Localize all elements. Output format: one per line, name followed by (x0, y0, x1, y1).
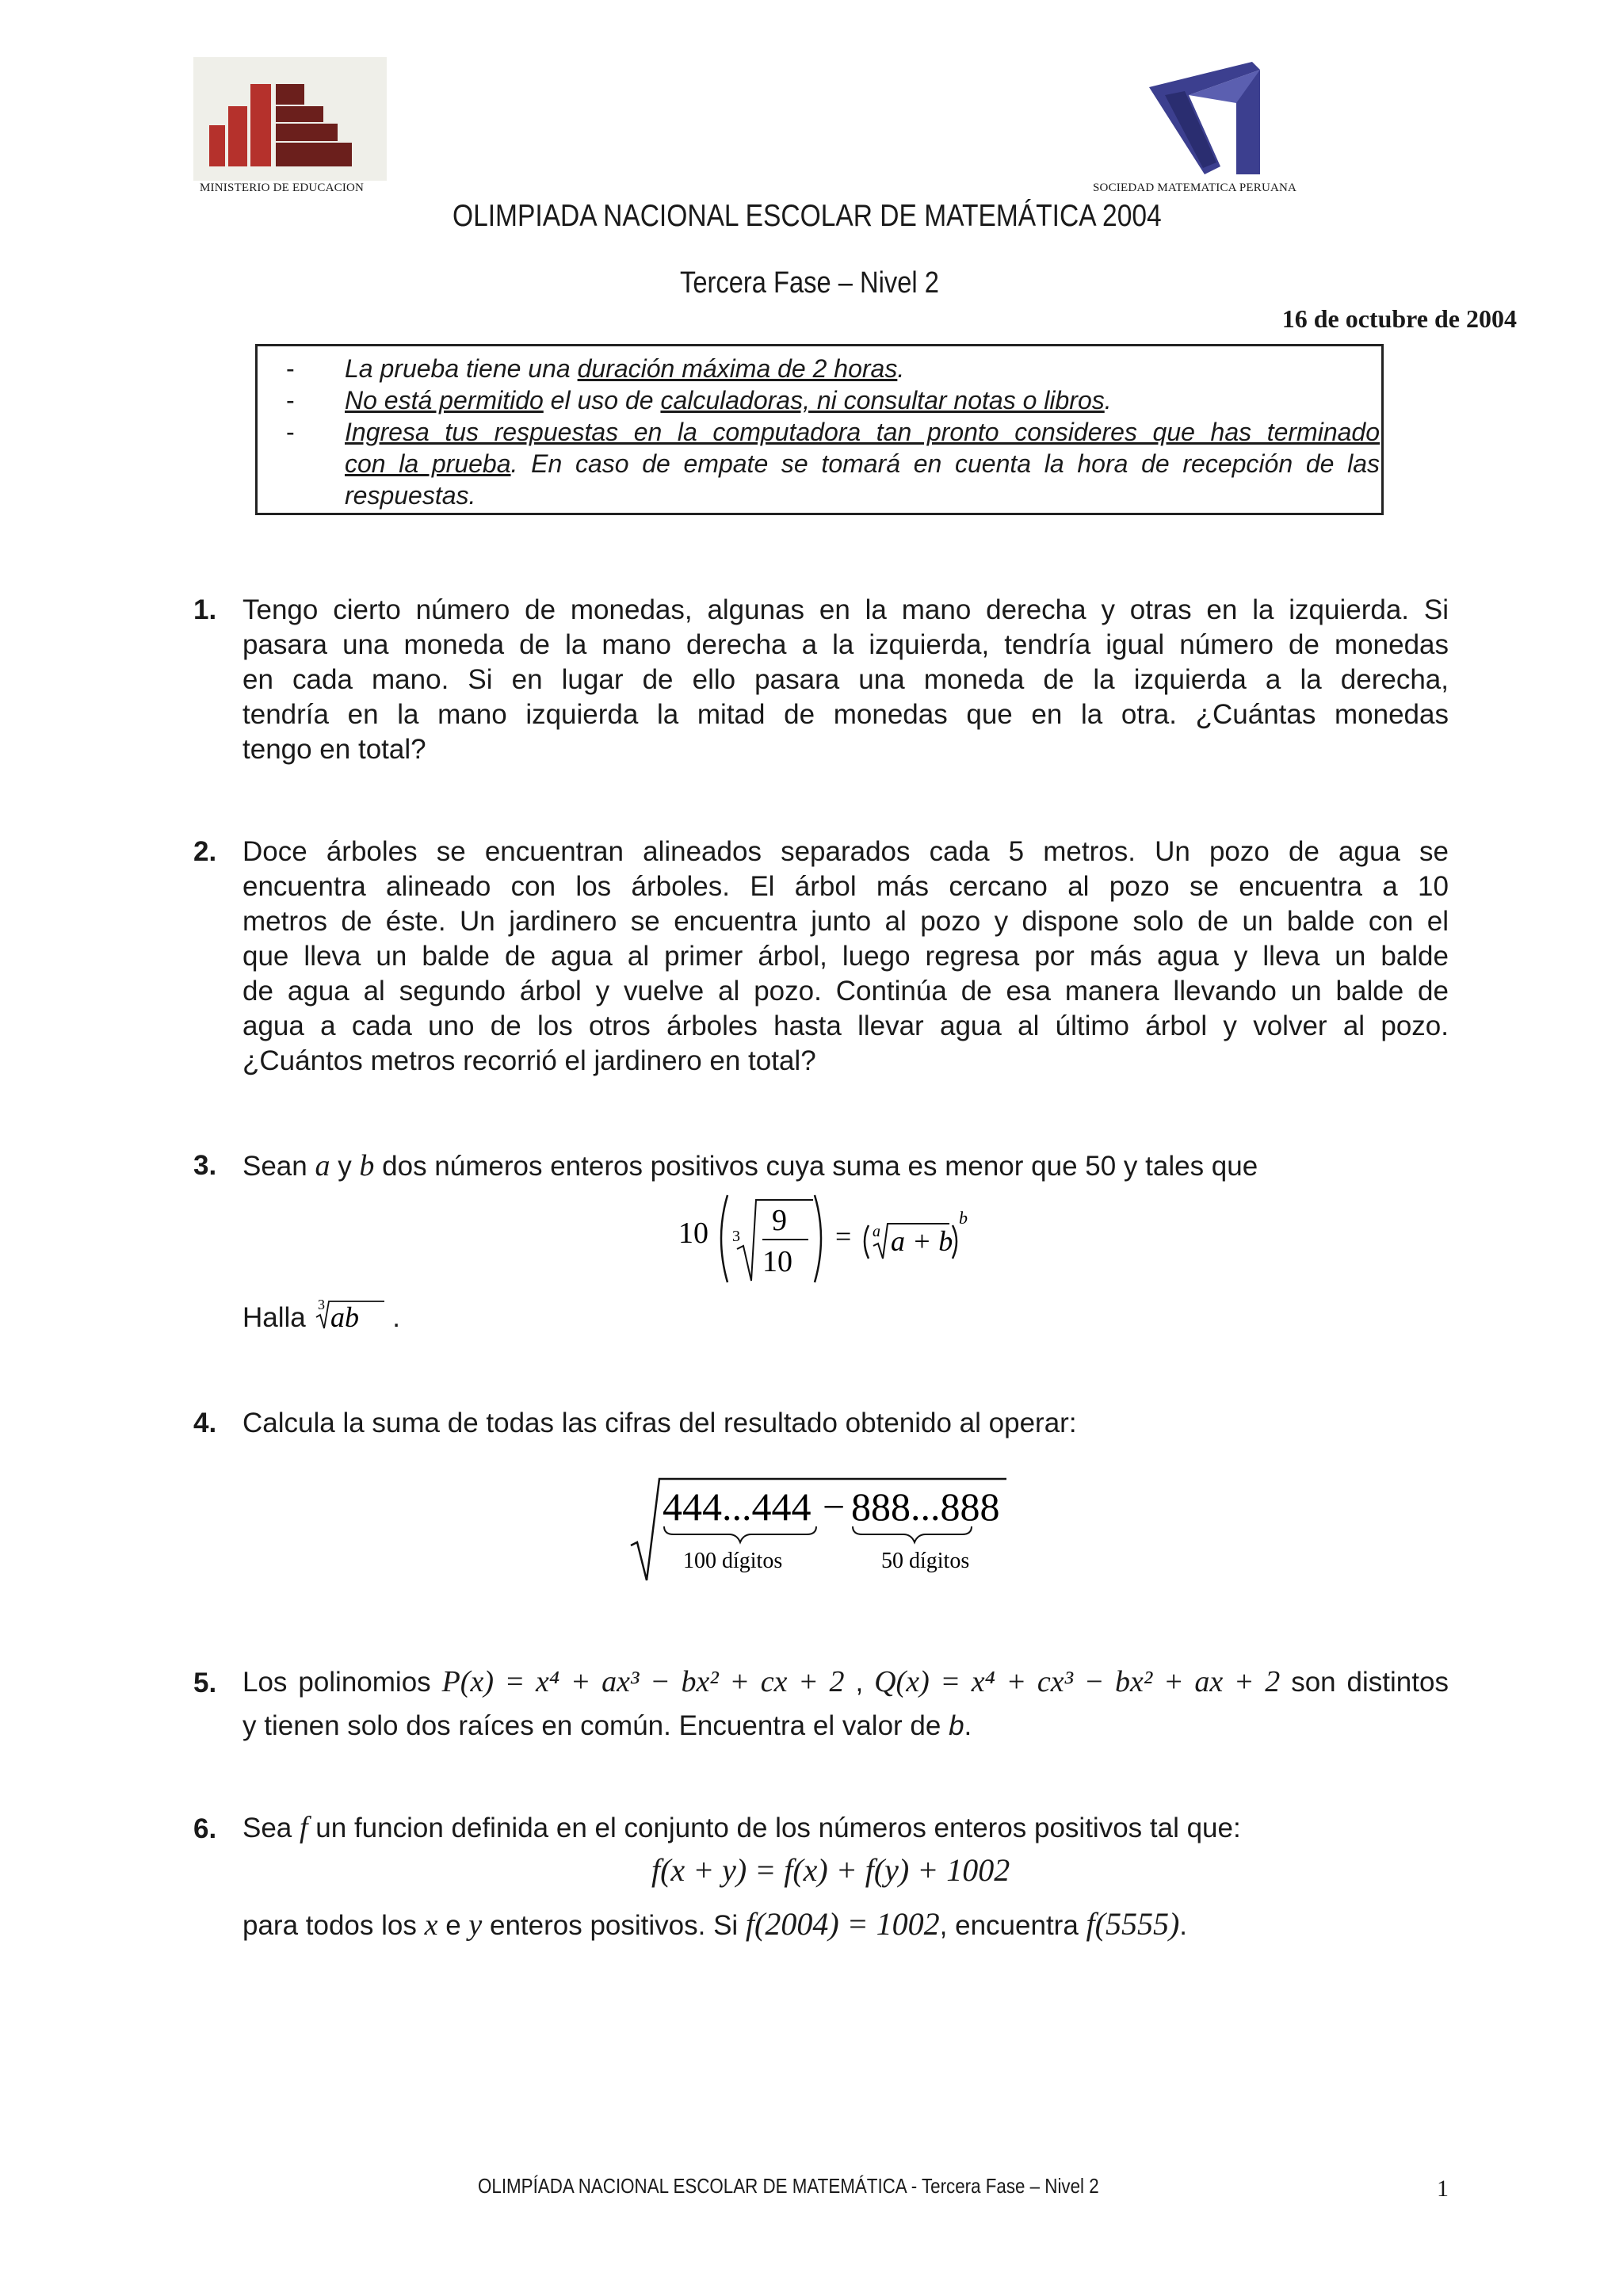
q5-text: y tienen solo dos raíces en común. Encuentra el valor de (242, 1710, 949, 1741)
eq-rhs-root-index: a (873, 1223, 880, 1240)
rule-text: . (897, 354, 905, 383)
q4-label-2: 50 dígitos (881, 1549, 970, 1573)
q5-polynomial-p: P(x) = x⁴ + ax³ − bx² + cx + 2 (441, 1665, 845, 1698)
rule-dash: - (286, 354, 295, 383)
q5-text: son distintos (1280, 1667, 1449, 1698)
q4-minus: − (823, 1484, 846, 1529)
q3-var-a: a (315, 1149, 330, 1182)
rule-text: respuestas. (345, 481, 476, 510)
q6-text: Sea (242, 1813, 300, 1843)
rule-text: . En caso de empate se tomará en cuenta la hora de recepción de las (510, 449, 1381, 478)
q5-var-b: b (949, 1710, 964, 1741)
question-4-expression (626, 1474, 1014, 1585)
question-2-line: encuentra alineado con los árboles. El árbol más cercano al pozo se encuentra a 10 (242, 871, 1449, 902)
q3-text: Sean (242, 1151, 315, 1182)
sociedad-caption: SOCIEDAD MATEMATICA PERUANA (1093, 181, 1297, 194)
eq-rhs-right-paren (953, 1225, 957, 1259)
eq-equals: = (835, 1221, 852, 1252)
question-2-line: de agua al segundo árbol y vuelve al pozo. Continúa de esa manera llevando un balde de (242, 976, 1449, 1007)
q4-term-2: 888...888 (851, 1484, 1000, 1529)
q5-text: Los polinomios (242, 1667, 442, 1698)
rule-text: el uso de (543, 386, 661, 415)
q6-text: e (437, 1910, 469, 1941)
q3-text: y (330, 1151, 360, 1182)
q5-polynomial-q: Q(x) = x⁴ + cx³ − bx² + ax + 2 (874, 1665, 1281, 1698)
question-2-line: ¿Cuántos metros recorrió el jardinero en total? (242, 1045, 816, 1076)
q3-cube-root-index: 3 (318, 1297, 326, 1312)
q3-cube-root-sign (313, 1297, 384, 1333)
question-1-line: pasara una moneda de la mano derecha a la izquierda, tendría igual número de monedas (242, 629, 1449, 660)
question-6-line-1 (242, 1810, 1241, 1845)
rule-text: La prueba tiene una (345, 354, 578, 383)
page-title: OLIMPIADA NACIONAL ESCOLAR DE MATEMÁTICA 2004 (453, 199, 1162, 233)
q6-condition: f(2004) = 1002 (745, 1906, 940, 1942)
eq-denominator: 10 (762, 1245, 792, 1278)
q3-text: dos números enteros positivos cuya suma es menor que 50 y tales que (374, 1151, 1258, 1182)
question-6-equation: f(x + y) = f(x) + f(y) + 1002 (651, 1852, 1010, 1888)
q4-brace-2 (853, 1526, 972, 1542)
q6-var-x: x (424, 1908, 438, 1942)
rule-emphasis: con la prueba (345, 449, 511, 478)
question-2-line: agua a cada uno de los otros árboles hasta llevar agua al último árbol y volver al pozo. (242, 1010, 1449, 1041)
question-5-line-1 (242, 1664, 1449, 1699)
ministerio-logo (193, 57, 387, 181)
question-2-number: 2. (193, 836, 217, 867)
q6-text: . (1179, 1910, 1188, 1941)
eq-left-paren (721, 1195, 727, 1282)
q3-halla-dot: . (384, 1302, 400, 1333)
q6-var-f: f (300, 1811, 308, 1844)
rule-text: . (1104, 386, 1112, 415)
q4-term-1: 444...444 (663, 1484, 812, 1529)
rule-emphasis: No está permitido (345, 386, 544, 415)
page-number: 1 (1437, 2176, 1449, 2202)
question-1-number: 1. (193, 594, 217, 625)
page-subtitle: Tercera Fase – Nivel 2 (680, 266, 939, 300)
q6-target: f(5555) (1086, 1906, 1180, 1942)
question-2-line: metros de éste. Un jardinero se encuentra junto al pozo y dispone solo de un balde con el (242, 906, 1449, 937)
q4-label-1: 100 dígitos (683, 1549, 783, 1573)
eq-numerator: 9 (772, 1204, 787, 1237)
q6-text: un funcion definida en el conjunto de los números enteros positivos tal que: (307, 1813, 1241, 1843)
sociedad-logo (1141, 55, 1268, 182)
q5-text: . (964, 1710, 972, 1741)
ministerio-logo-graphic (193, 57, 387, 181)
rule-emphasis: Ingresa tus respuestas en la computadora tan pronto consideres que has terminado (345, 418, 1380, 446)
q6-text: enteros positivos. Si (482, 1910, 746, 1941)
rule-dash: - (286, 386, 295, 415)
rule-emphasis: calculadoras, ni consultar notas o libros (660, 386, 1105, 415)
question-6-line-3 (242, 1905, 1187, 1943)
exam-date: 16 de octubre de 2004 (1281, 304, 1517, 333)
question-4-text: Calcula la suma de todas las cifras del resultado obtenido al operar: (242, 1408, 1077, 1438)
q6-text: para todos los (242, 1910, 425, 1941)
q5-text: , (844, 1667, 875, 1698)
question-5-line-2 (242, 1710, 972, 1742)
rule-dash: - (286, 418, 295, 446)
q3-halla-text: Halla (242, 1302, 314, 1333)
eq-rhs-left-paren (865, 1225, 869, 1259)
eq-root-index: 3 (732, 1228, 740, 1245)
sociedad-logo-graphic (1141, 55, 1268, 182)
question-6-number: 6. (193, 1813, 217, 1844)
question-5-number: 5. (193, 1668, 217, 1698)
question-2-line: que lleva un balde de agua al primer árbol, luego regresa por más agua y lleva un balde (242, 941, 1449, 972)
eq-rhs-exponent: b (959, 1208, 968, 1228)
rules-box (255, 344, 1384, 515)
question-3-number: 3. (193, 1150, 217, 1181)
ministerio-caption: MINISTERIO DE EDUCACION (200, 181, 365, 194)
question-1-line: tendría en la mano izquierda la mitad de monedas que en la otra. ¿Cuántas monedas (242, 699, 1449, 730)
eq-right-paren (815, 1195, 821, 1282)
q6-text: , encuentra (939, 1910, 1086, 1941)
q4-brace-1 (664, 1526, 816, 1542)
question-4-number: 4. (193, 1408, 217, 1438)
q3-var-b: b (359, 1149, 375, 1182)
q3-cube-root (313, 1297, 384, 1333)
eq-rhs-radicand: a + b (891, 1225, 953, 1257)
question-1-line: en cada mano. Si en lugar de ello pasara una moneda de la izquierda a la derecha, (242, 664, 1449, 695)
question-3-text (242, 1148, 1258, 1183)
question-2-line: Doce árboles se encuentran alineados separados cada 5 metros. Un pozo de agua se (242, 836, 1449, 867)
question-3-halla (242, 1297, 400, 1334)
q6-var-y: y (468, 1908, 483, 1942)
question-1-line: Tengo cierto número de monedas, algunas en la mano derecha y otras en la izquierda. Si (242, 594, 1449, 625)
eq-coef: 10 (678, 1217, 708, 1250)
question-1-line: tengo en total? (242, 734, 426, 765)
q3-cube-root-radicand: ab (330, 1301, 360, 1333)
rule-emphasis: duración máxima de 2 horas (577, 354, 898, 383)
question-3-equation (674, 1189, 975, 1292)
page-footer: OLIMPÍADA NACIONAL ESCOLAR DE MATEMÁTICA - Tercera Fase – Nivel 2 (478, 2174, 1099, 2198)
